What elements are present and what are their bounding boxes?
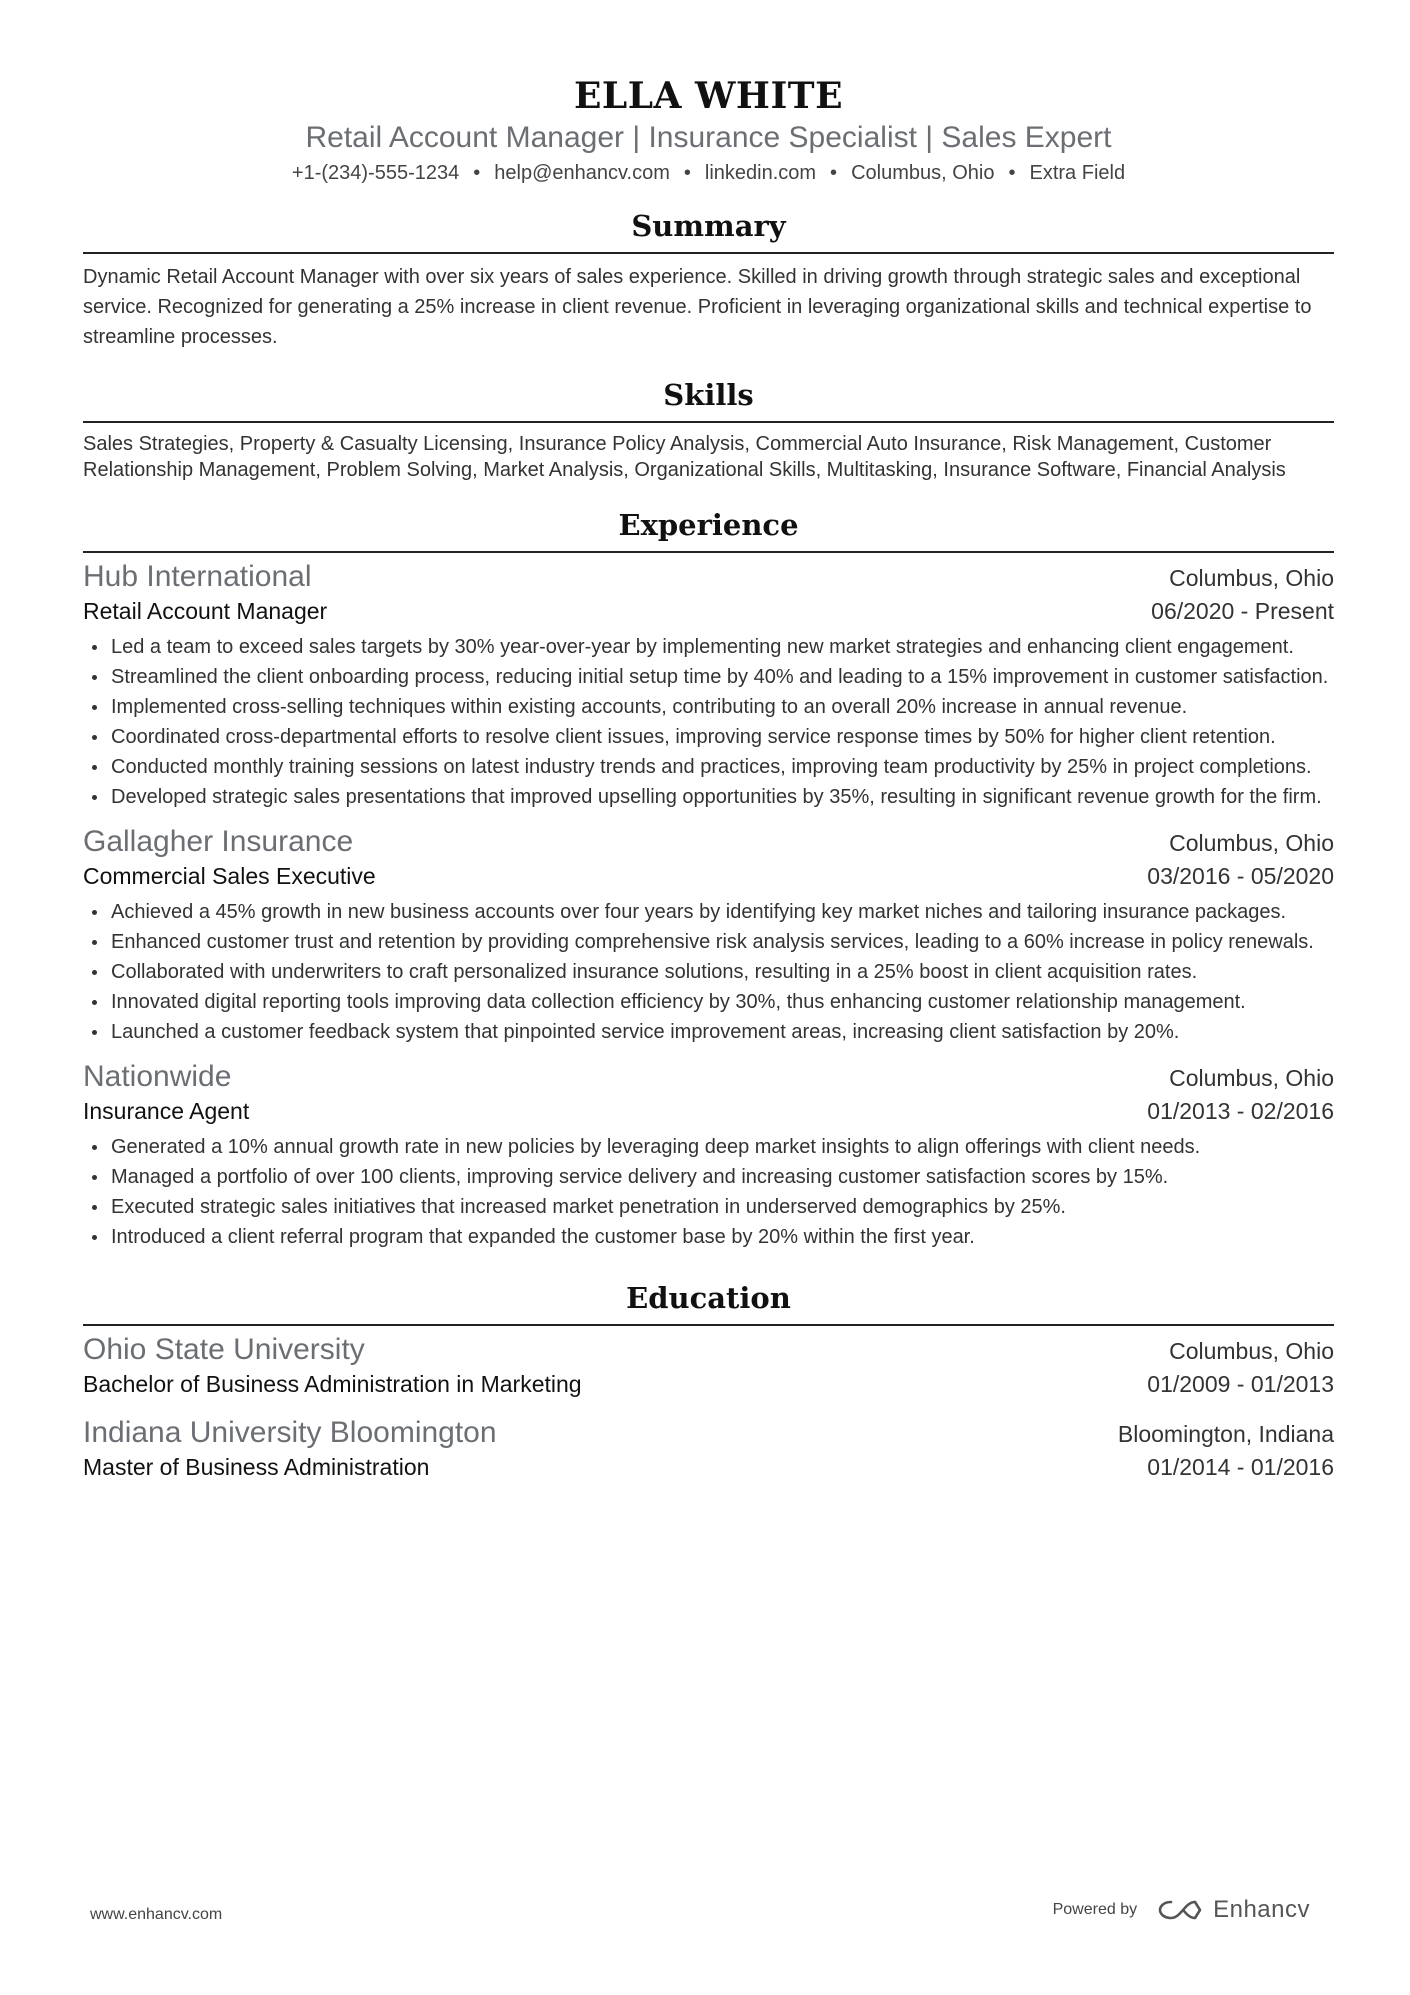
- education-dates: 01/2009 - 01/2013: [1147, 1371, 1334, 1397]
- job-role: Commercial Sales Executive: [83, 863, 376, 889]
- enhancv-logo-icon: [1157, 1898, 1203, 1922]
- education-entry: [83, 1415, 1334, 1484]
- bullet-item: Introduced a client referral program that expanded the customer base by 20% within the first year.: [83, 1222, 1334, 1252]
- enhancv-brand-link[interactable]: [1157, 1896, 1310, 1924]
- company-name: Gallagher Insurance: [83, 825, 354, 858]
- section-divider: [83, 1324, 1334, 1326]
- bullet-separator: •: [1008, 162, 1016, 184]
- section-divider: [83, 252, 1334, 254]
- degree: Bachelor of Business Administration in Marketing: [83, 1371, 582, 1397]
- footer-website-link[interactable]: www.enhancv.com: [90, 1906, 223, 1923]
- job-location: Columbus, Ohio: [1169, 830, 1334, 856]
- phone: +1-(234)-555-1234: [291, 162, 460, 184]
- contact-line: [83, 160, 1334, 186]
- bullet-item: Generated a 10% annual growth rate in new policies by leveraging deep market insights to align offerings with client needs.: [83, 1132, 1334, 1162]
- linkedin: linkedin.com: [704, 162, 817, 184]
- section-divider: [83, 421, 1334, 423]
- section-heading: Experience: [618, 508, 799, 542]
- bullet-item: Managed a portfolio of over 100 clients, improving service delivery and increasing customer satisfaction scores by 15%.: [83, 1162, 1334, 1192]
- education-dates: 01/2014 - 01/2016: [1147, 1454, 1334, 1480]
- location: Columbus, Ohio: [851, 162, 995, 184]
- bullet-item: Implemented cross-selling techniques within existing accounts, contributing to an overall 20% increase in annual revenue.: [83, 692, 1334, 722]
- job-location: Columbus, Ohio: [1169, 1065, 1334, 1091]
- job-bullets: [83, 1132, 1334, 1252]
- bullet-item: Coordinated cross-departmental efforts to resolve client issues, improving service response times by 50% for higher client retention.: [83, 722, 1334, 752]
- school-location: Columbus, Ohio: [1169, 1338, 1334, 1364]
- section-heading: Skills: [663, 378, 754, 412]
- job-entry: [83, 1059, 1334, 1252]
- company-name: Nationwide: [83, 1060, 232, 1093]
- job-dates: 03/2016 - 05/2020: [1147, 863, 1334, 889]
- section-heading: Education: [626, 1281, 791, 1315]
- bullet-separator: •: [473, 162, 481, 184]
- job-role: Retail Account Manager: [83, 598, 328, 624]
- bullet-separator: •: [830, 162, 838, 184]
- bullet-item: Developed strategic sales presentations that improved upselling opportunities by 35%, resulting in significant revenue growth for the firm.: [83, 782, 1334, 812]
- job-entry: [83, 559, 1334, 812]
- school-location: Bloomington, Indiana: [1117, 1421, 1334, 1447]
- bullet-item: Streamlined the client onboarding process, reducing initial setup time by 40% and leading to a 15% improvement in customer satisfaction.: [83, 662, 1334, 692]
- company-name: Hub International: [83, 560, 312, 593]
- job-bullets: [83, 632, 1334, 812]
- job-entry: [83, 824, 1334, 1047]
- education-section: [83, 1278, 1334, 1484]
- bullet-separator: •: [683, 162, 691, 184]
- job-location: Columbus, Ohio: [1169, 565, 1334, 591]
- email: help@enhancv.com: [494, 162, 670, 184]
- brand-name: Enhancv: [1213, 1896, 1310, 1923]
- bullet-item: Conducted monthly training sessions on latest industry trends and practices, improving team productivity by 25% in project completions.: [83, 752, 1334, 782]
- bullet-item: Led a team to exceed sales targets by 30% year-over-year by implementing new market strategies and enhancing client engagement.: [83, 632, 1334, 662]
- section-divider: [83, 551, 1334, 553]
- footer-branding: [1053, 1896, 1310, 1924]
- job-bullets: [83, 897, 1334, 1047]
- extra-field: Extra Field: [1029, 162, 1126, 184]
- job-dates: 01/2013 - 02/2016: [1147, 1098, 1334, 1124]
- school-name: Ohio State University: [83, 1333, 365, 1366]
- bullet-item: Achieved a 45% growth in new business accounts over four years by identifying key market niches and tailoring insurance packages.: [83, 897, 1334, 927]
- bullet-item: Executed strategic sales initiatives that increased market penetration in underserved demographics by 25%.: [83, 1192, 1334, 1222]
- degree: Master of Business Administration: [83, 1454, 430, 1480]
- powered-by-label: Powered by: [1052, 1901, 1138, 1918]
- job-role: Insurance Agent: [83, 1098, 250, 1124]
- education-entry: [83, 1332, 1334, 1401]
- school-name: Indiana University Bloomington: [83, 1416, 497, 1449]
- skills-section: [83, 375, 1334, 483]
- bullet-item: Innovated digital reporting tools improving data collection efficiency by 30%, thus enhancing customer relationship management.: [83, 987, 1334, 1017]
- summary-text: Dynamic Retail Account Manager with over six years of sales experience. Skilled in driving growth through strategic sales and exceptional service. Recognized for generating a 25% increase in client revenue. Proficient in leveraging organizational skills and technical expertise to streamline processes.: [83, 266, 1312, 348]
- candidate-name: ELLA WHITE: [573, 75, 844, 117]
- summary-section: [83, 206, 1334, 352]
- candidate-title: Retail Account Manager | Insurance Specialist | Sales Expert: [305, 121, 1112, 154]
- bullet-item: Enhanced customer trust and retention by providing comprehensive risk analysis services, leading to a 60% increase in policy renewals.: [83, 927, 1334, 957]
- skills-text: Sales Strategies, Property & Casualty Licensing, Insurance Policy Analysis, Commercial Auto Insurance, Risk Management, Customer Relationship Management, Problem Solving, Market Analysis, Organizational Skills, Multitasking, Insurance Software, Financial Analysis: [83, 433, 1286, 481]
- job-dates: 06/2020 - Present: [1151, 598, 1334, 624]
- bullet-item: Launched a customer feedback system that pinpointed service improvement areas, increasing client satisfaction by 20%.: [83, 1017, 1334, 1047]
- section-heading: Summary: [631, 209, 786, 243]
- bullet-item: Collaborated with underwriters to craft personalized insurance solutions, resulting in a 25% boost in client acquisition rates.: [83, 957, 1334, 987]
- experience-section: [83, 505, 1334, 1252]
- resume-page: [83, 0, 1334, 1484]
